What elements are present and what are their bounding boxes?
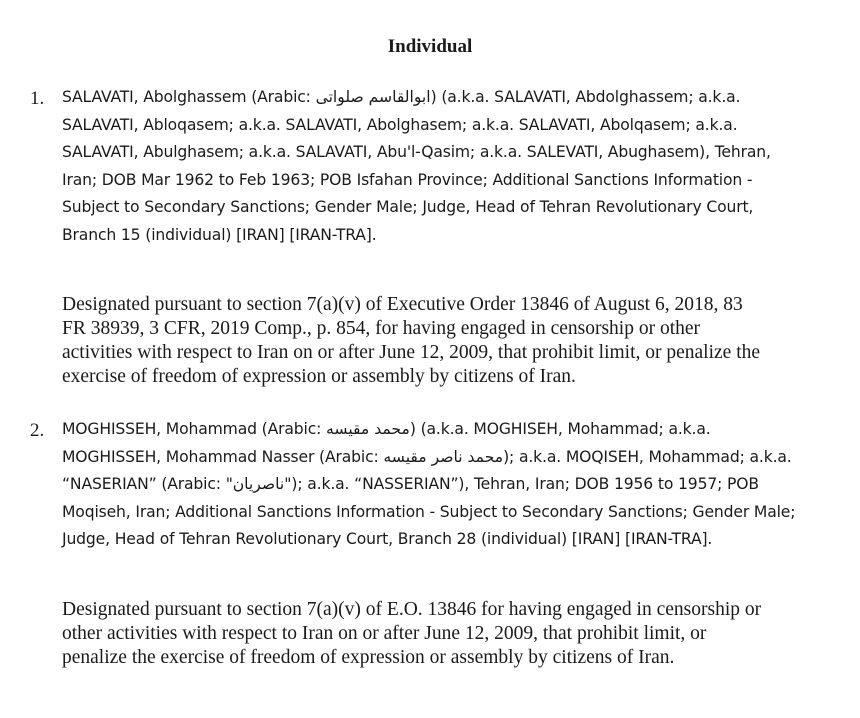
entry-number: 2. <box>30 420 45 441</box>
entry-line: Judge, Head of Tehran Revolutionary Court, Branch 28 (individual) [IRAN] [IRAN-TRA]. <box>62 530 713 548</box>
designation-line: activities with respect to Iran on or after June 12, 2009, that prohibit limit, or penalize the <box>62 342 761 363</box>
designation-line: Designated pursuant to section 7(a)(v) of E.O. 13846 for having engaged in censorship or <box>62 599 762 620</box>
entry-line: MOGHISSEH, Mohammad (Arabic: محمد مقیسه) (a.k.a. MOGHISEH, Mohammad; a.k.a. <box>62 420 711 438</box>
entry-line: Moqiseh, Iran; Additional Sanctions Information - Subject to Secondary Sanctions; Gender Male; <box>62 502 796 521</box>
entry-text-moghisseh <box>62 416 842 554</box>
entry-line: SALAVATI, Abloqasem; a.k.a. SALAVATI, Abolghasem; a.k.a. SALAVATI, Abolqasem; a.k.a. <box>62 115 738 134</box>
entry-line: SALAVATI, Abulghasem; a.k.a. SALAVATI, Abu'l-Qasim; a.k.a. SALEVATI, Abughasem), Tehran, <box>62 143 771 161</box>
designation-paragraph <box>62 293 842 389</box>
designation-line: penalize the exercise of freedom of expression or assembly by citizens of Iran. <box>62 647 675 668</box>
entry-line: “NASERIAN” (Arabic: "ناصریان"); a.k.a. “NASSERIAN”), Tehran, Iran; DOB 1956 to 1957; POB <box>62 475 759 493</box>
section-heading: Individual <box>387 36 473 57</box>
entry-line: Subject to Secondary Sanctions; Gender Male; Judge, Head of Tehran Revolutionary Court, <box>62 198 754 216</box>
entry-line: Iran; DOB Mar 1962 to Feb 1963; POB Isfahan Province; Additional Sanctions Information - <box>62 170 753 189</box>
designation-line: other activities with respect to Iran on or after June 12, 2009, that prohibit limit, or <box>62 623 707 644</box>
designation-line: FR 38939, 3 CFR, 2019 Comp., p. 854, for having engaged in censorship or other <box>62 318 701 339</box>
entry-line: MOGHISSEH, Mohammad Nasser (Arabic: محمد ناصر مقیسه); a.k.a. MOQISEH, Mohammad; a.k.a. <box>62 447 792 466</box>
designation-paragraph <box>62 598 842 670</box>
entry-line: SALAVATI, Abolghassem (Arabic: ابوالقاسم صلواتی) (a.k.a. SALAVATI, Abdolghassem; a.k.a. <box>62 88 741 106</box>
entry-number: 1. <box>30 88 45 109</box>
designation-line: exercise of freedom of expression or assembly by citizens of Iran. <box>62 366 576 387</box>
designation-line: Designated pursuant to section 7(a)(v) of Executive Order 13846 of August 6, 2018, 83 <box>62 294 743 315</box>
entry-line: Branch 15 (individual) [IRAN] [IRAN-TRA]. <box>62 225 377 244</box>
entry-text-salavati <box>62 84 842 249</box>
